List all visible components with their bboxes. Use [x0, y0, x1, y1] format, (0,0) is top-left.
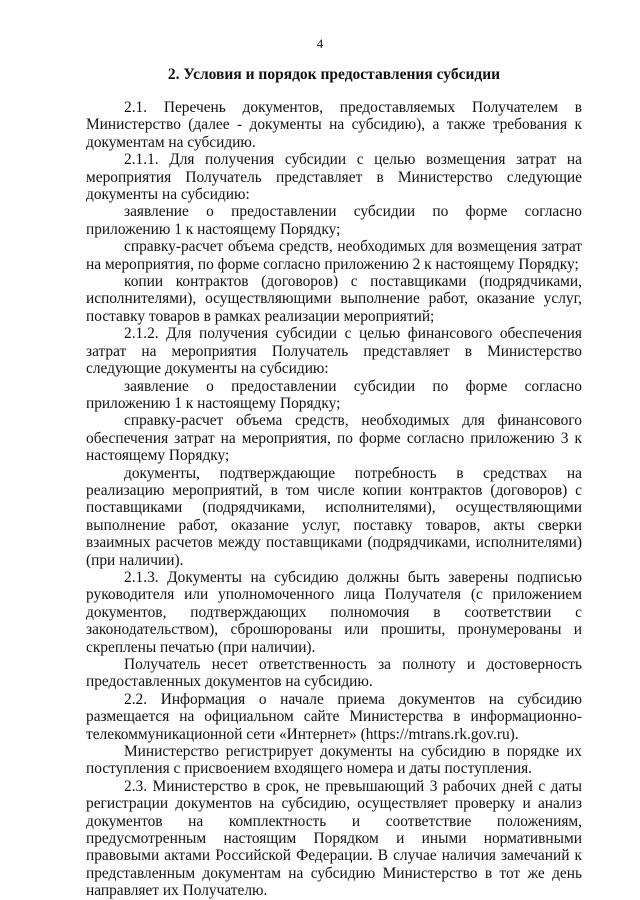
paragraph-responsibility: Получатель несет ответственность за полноту и достоверность предоставленных документов на субсидию.	[86, 656, 582, 691]
document-body	[86, 99, 582, 900]
paragraph-registration: Министерство регистрирует документы на субсидию в порядке их поступления с присвоением входящего номера и даты поступления.	[86, 743, 582, 778]
paragraph-2-1-3: 2.1.3. Документы на субсидию должны быть заверены подписью руководителя или уполномоченного лица Получателя (с приложением документов, подтверждающих полномочия в соответствии с законодательством), сброшюрованы или прошиты, пронумерованы и скреплены печатью (при наличии).	[86, 568, 582, 656]
section-title: 2. Условия и порядок предоставления субсидии	[167, 66, 501, 83]
paragraph-application-item-2: заявление о предоставлении субсидии по форме согласно приложению 1 к настоящему Порядку;	[86, 377, 582, 412]
paragraph-calculation-item: справку-расчет объема средств, необходимых для возмещения затрат на мероприятия, по форме согласно приложению 2 к настоящему Порядку;	[86, 238, 582, 273]
paragraph-application-item: заявление о предоставлении субсидии по форме согласно приложению 1 к настоящему Порядку;	[86, 203, 582, 238]
paragraph-contracts-item: копии контрактов (договоров) с поставщиками (подрядчиками, исполнителями), осуществляющими выполнение работ, оказание услуг, поставку товаров в рамках реализации мероприятий;	[86, 273, 582, 325]
paragraph-calculation-item-2: справку-расчет объема средств, необходимых для финансового обеспечения затрат на мероприятия, по форме согласно приложению 3 к настоящему Порядку;	[86, 412, 582, 465]
paragraph-2-3: 2.3. Министерство в срок, не превышающий 3 рабочих дней с даты регистрации документов на субсидию, осуществляет проверку и анализ документов на комплектность и соответствие положениям, предусмотренным настоящим Порядком и иными нормативными правовыми актами Российской Федерации. В случае наличия замечаний к представленным документам на субсидию Министерство в тот же день направляет их Получателю.	[86, 777, 582, 900]
paragraph-2-1: 2.1. Перечень документов, предоставляемых Получателем в Министерство (далее - документы на субсидию), а также требования к документам на субсидию.	[86, 99, 582, 151]
paragraph-2-2: 2.2. Информация о начале приема документов на субсидию размещается на официальном сайте Министерства в информационно-телекоммуникационной сети «Интернет» (https://mtrans.rk.gov.ru).	[86, 690, 582, 743]
paragraph-supporting-documents-item: документы, подтверждающие потребность в средствах на реализацию мероприятий, в том числе копии контрактов (договоров) с поставщиками (подрядчиками, исполнителями), осуществляющими выполнение работ, оказание услуг, поставку товаров, акты сверки взаимных расчетов между поставщиками (подрядчиками, исполнителями) (при наличии).	[86, 464, 582, 569]
page-number: 4	[316, 36, 324, 51]
paragraph-2-1-2: 2.1.2. Для получения субсидии с целью финансового обеспечения затрат на мероприятия Получатель представляет в Министерство следующие документы на субсидию:	[86, 325, 582, 378]
paragraph-2-1-1: 2.1.1. Для получения субсидии с целью возмещения затрат на мероприятия Получатель представляет в Министерство следующие документы на субсидию:	[86, 151, 582, 204]
